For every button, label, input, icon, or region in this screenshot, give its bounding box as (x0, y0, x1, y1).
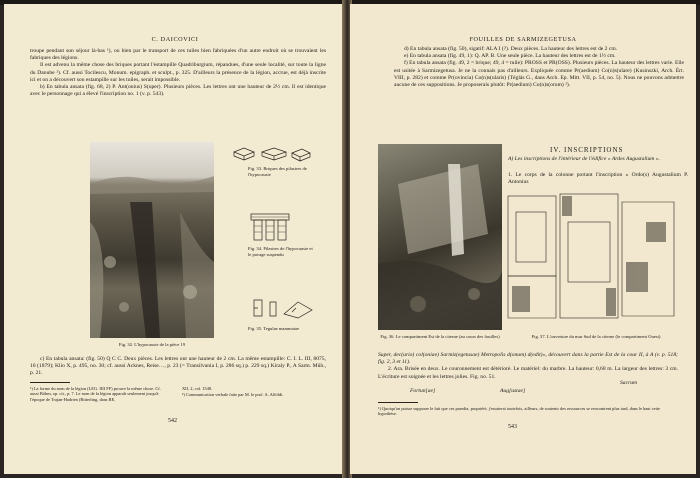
footnote-rule (30, 382, 70, 383)
fig37-caption: Fig. 37. L'ouverture du mur Sud de la citerne (le compartiment Ouest) (531, 334, 661, 339)
left-page-number: 542 (168, 418, 177, 424)
fig34-caption: Fig. 34. Pilastres de l'hypocauste et le pavage suspendu (248, 246, 313, 257)
fig35-caption: Fig. 35. Tegulae mammatae (248, 326, 300, 331)
bricks-drawing (232, 144, 312, 164)
left-running-header: C. DAICOVICI (151, 36, 199, 43)
left-para-c (30, 356, 326, 378)
cistern-photo (378, 144, 502, 330)
right-footnote: ¹) Quoiqu'on puisse supposer le fait que ces praedia, propriété, j'essaierai toutefois, ailleurs, de soutenir des ressources se rencontrent plus tard, dans le haut cette hypothèse. (378, 406, 660, 417)
fig33-caption: Fig. 33. Briques des pilastres de l'hypocauste (248, 166, 307, 177)
right-page (350, 4, 696, 474)
paragraph: b) En tabula ansata (fig. 68, 2) P. Ant(onius) S(uper). Plusieurs pièces. Les lettres ont une hauteur de 2½ cm. Il est identique avec le personnage qui a élevé l'inscription no. 1 (v. p. 543). (30, 84, 326, 98)
left-page (4, 4, 346, 474)
hypocaust-photo (90, 142, 214, 338)
paragraph: Il est advenu la même chose des briques portant l'estampille Quadriburgium, répandues, d'une seule localité, sur toute la ligne du Danube ²). Cf. aussi Tocilescu, Monum. epigraph. et sculpt., p. 325. D'ailleurs la présence de la légion, accrue, est déjà inscrite ici et on a découvert son estampille sur les tuiles, serait impossible. (30, 62, 326, 83)
left-footnote-2: ²) Communication verbale faite par M. le prof. A. Alföldi. (182, 392, 284, 397)
paragraph: d) En tabula ansata (fig. 50), sigatif: ALA I (?). Deux pièces. La hauteur des lettres est de 2 cm. (404, 46, 618, 52)
pilasters-drawing (250, 212, 290, 242)
paragraph: e) En tabula ansata (fig. 49, 1): Q. AP. B. Une seule pièce. La hauteur des lettres est de 1½ cm. (404, 53, 616, 60)
paragraph: Super, dec(urio) col(oniae) Sarmiz(egetusae) Metropolis d(onum) d(edit)», découvert dans la partie Est de la cour II, à A (v. p. 518; fig. 2, 3 et 11). (378, 352, 678, 366)
right-page-number: 543 (508, 424, 517, 430)
right-intro-text (394, 46, 684, 89)
paragraph: f) En tabula ansata (fig. 49, 2 = brique; 49, 4 = tuile): PROSS et PR(OSS). Plusieurs pièces. La hauteur des lettres varie. Elle est usitée à Sarmizegetusa. Je ne la connais pas d'ailleurs. Expliquée comme Pr(aedium) Co(n)s(ulare) (Kusinszki, Arch. Ért. VIII, p. 282) et comme Pr(ovincia) Co(n)s(ularis) (Téglás G., dans Arch. Ep. Mitt. VII, p. 54, no. 5). Nous ne pouvons admettre aucune de ces suppositions. Je proposerais plutôt: Pr(aedium) Co(n)s(orum) ²). (394, 60, 684, 89)
left-intro-text (30, 48, 326, 98)
inscription-fortunae: Fortun[ae] (410, 388, 436, 394)
left-footnote-1: ¹) La forme du nom de la légion (LEG. IIII FF) prouve la même chose. Cf. aussi Böhm, op. cit., p. 7. Le nom de la légion apparaît seulement jusqu'à l'époque de Trajan-Hadrien (Ritterling, dans RE, (30, 386, 161, 402)
paragraph: c) En tabula ansata: (fig. 50) Q C C. Deux pièces. Les lettres ont une hauteur de 2 cm. La même estampille: C. I. L. III, 8075, 10 (1879); Klio X, p. 495, no. 30; cf. aussi Acknes, Reise…, p. 23 (= Transilvania I, p. 286 sq.) p. 229 sq.) Kiraly P., A Sarm. Müh., p. 21. (30, 356, 326, 377)
section-heading: IV. INSCRIPTIONS (550, 146, 624, 154)
footnote-rule (378, 402, 418, 403)
wall-drawing (506, 192, 676, 322)
inscription-sacrum: Sacrum (620, 380, 638, 386)
paragraph: troupe pendant son séjour là-bas ¹), ou bien par le transport de ces tuiles bien fabriquées d'un autre endroit où se trouvaient les fabriques des légions. (30, 48, 326, 62)
fig36-caption: Fig. 36. Le compartiment Est de la citerne (au cours des fouilles) (380, 334, 500, 339)
section-subheading: A) Les inscriptions de l'intérieur de l'édifice « Ardes Augustalium ». (508, 156, 660, 162)
inscription-augustae: Aug[ustae] (500, 388, 526, 394)
right-bottom-text (378, 352, 678, 381)
tegulae-drawing (252, 296, 316, 320)
right-running-header: FOUILLES DE SARMIZEGETUSA (469, 36, 577, 43)
left-footnote-cont: XII, 2, col. 1548. (182, 386, 213, 391)
fig32-caption: Fig. 32. L'hypocauste de la pièce 19 (118, 342, 186, 347)
inscription-1-text: 1. Le corps de la colonne portant l'inscription « Ordo(s) Augustalium P. Antonius (508, 172, 688, 186)
paragraph: 2. Ara. Brisée en deux. Le couronnement est détérioré. Le matériel: du marbre. La hauteur: 0,68 m. La largeur des lettres: 3 cm. L'écriture est soignée et les lettres jolies. Fig. no. 51. (378, 366, 678, 380)
